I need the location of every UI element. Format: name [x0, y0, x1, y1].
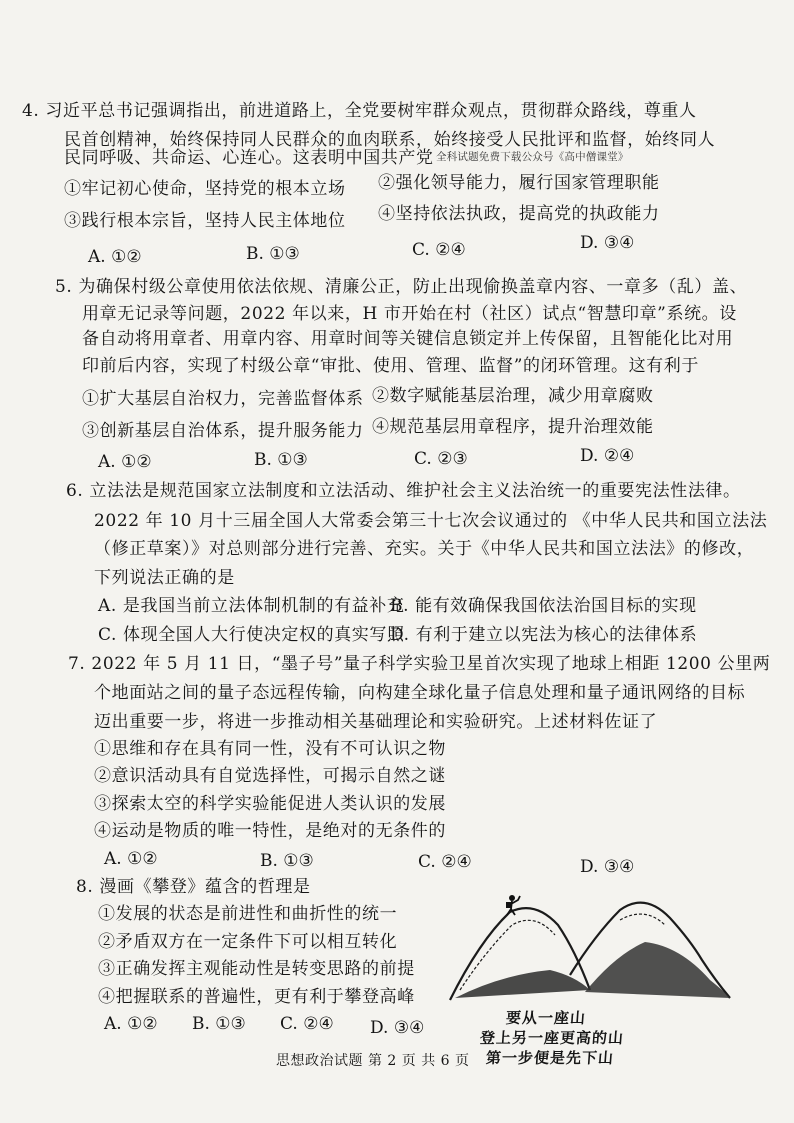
q6-stem-line4: 下列说法正确的是	[94, 568, 235, 588]
page-footer: 思想政治试题 第 2 页 共 6 页	[276, 1053, 470, 1069]
q8-statement-2: ②矛盾双方在一定条件下可以相互转化	[98, 932, 398, 952]
q4-stem-line2: 民首创精神，始终保持同人民群众的血肉联系，始终接受人民批评和监督，始终同人	[64, 130, 716, 150]
q4-statement-3: ③践行根本宗旨，坚持人民主体地位	[64, 211, 346, 231]
q5-option-a: A. ①②	[98, 452, 152, 472]
cartoon-caption-line3: 第一步便是先下山	[485, 1049, 615, 1067]
q4-option-c: C. ②④	[412, 240, 466, 260]
q4-option-b: B. ①③	[246, 244, 300, 264]
q6-option-d: D. 有利于建立以宪法为核心的法律体系	[390, 625, 698, 645]
q7-stem-line1: 7. 2022 年 5 月 11 日，“墨子号”量子科学实验卫星首次实现了地球上相距 1200 公里两	[68, 654, 771, 674]
q8-option-d: D. ③④	[370, 1018, 425, 1038]
q5-statement-2: ②数字赋能基层治理，减少用章腐败	[372, 386, 654, 406]
cartoon-caption-line2: 登上另一座更高的山	[479, 1029, 625, 1047]
q4-stem-line3: 民同呼吸、共命运、心连心。这表明中国共产党	[64, 148, 434, 168]
cartoon-caption-line1: 要从一座山	[505, 1009, 587, 1027]
q7-stem-line3: 迈出重要一步，将进一步推动相关基础理论和实验研究。上述材料佐证了	[94, 712, 658, 732]
watermark-text: 全科试题免费下载公众号《高中僧课堂》	[436, 151, 629, 163]
q5-stem-line4: 印前后内容，实现了村级公章“审批、使用、管理、监督”的闭环管理。这有利于	[82, 356, 699, 376]
q7-option-b: B. ①③	[260, 851, 314, 871]
q8-stem-line1: 8. 漫画《攀登》蕴含的哲理是	[76, 877, 311, 897]
q7-option-c: C. ②④	[418, 852, 472, 872]
q4-option-d: D. ③④	[580, 233, 635, 253]
q5-stem-line3: 备自动将用章者、用章内容、用章时间等关键信息锁定并上传保留，且智能化比对用	[82, 329, 734, 349]
q6-option-a: A. 是我国当前立法体制机制的有益补充	[98, 596, 405, 616]
q4-stem-line1: 4. 习近平总书记强调指出，前进道路上，全党要树牢群众观点，贯彻群众路线，尊重人	[22, 101, 697, 121]
q5-option-c: C. ②③	[414, 449, 468, 469]
q4-statement-2: ②强化领导能力，履行国家管理职能	[378, 173, 660, 193]
q4-statement-1: ①牢记初心使命，坚持党的根本立场	[64, 179, 346, 199]
q5-statement-3: ③创新基层自治体系，提升服务能力	[82, 421, 364, 441]
q4-option-a: A. ①②	[88, 247, 142, 267]
q7-statement-1: ①思维和存在具有同一性，没有不可认识之物	[94, 739, 446, 759]
q6-stem-line2: 2022 年 10 月十三届全国人大常委会第三十七次会议通过的 《中华人民共和国立法法	[94, 511, 768, 531]
q6-stem-line1: 6. 立法法是规范国家立法制度和立法活动、维护社会主义法治统一的重要宪法性法律。	[66, 481, 741, 501]
climber-figure	[506, 895, 520, 915]
q8-option-c: C. ②④	[280, 1014, 334, 1034]
q7-statement-4: ④运动是物质的唯一特性，是绝对的无条件的	[94, 821, 446, 841]
q5-option-b: B. ①③	[254, 450, 308, 470]
q5-statement-1: ①扩大基层自治权力，完善监督体系	[82, 389, 364, 409]
q7-statement-2: ②意识活动具有自觉选择性，可揭示自然之谜	[94, 766, 446, 786]
q5-stem-line1: 5. 为确保村级公章使用依法依规、清廉公正，防止出现偷换盖章内容、一章多（乱）盖、	[55, 277, 748, 297]
q5-option-d: D. ②④	[580, 446, 635, 466]
q7-statement-3: ③探索太空的科学实验能促进人类认识的发展	[94, 794, 446, 814]
q8-option-b: B. ①③	[192, 1014, 246, 1034]
climbing-cartoon-image	[440, 880, 740, 1050]
q8-option-a: A. ①②	[104, 1014, 158, 1034]
q7-stem-line2: 个地面站之间的量子态远程传输，向构建全球化量子信息处理和量子通讯网络的目标	[94, 683, 746, 703]
q8-statement-3: ③正确发挥主观能动性是转变思路的前提	[98, 959, 415, 979]
q4-statement-4: ④坚持依法执政，提高党的执政能力	[378, 204, 660, 224]
q6-option-b: B. 能有效确保我国依法治国目标的实现	[390, 596, 697, 616]
q5-stem-line2: 用章无记录等问题，2022 年以来，H 市开始在村（社区）试点“智慧印章”系统。设	[82, 304, 737, 324]
q7-option-a: A. ①②	[104, 849, 158, 869]
q6-stem-line3: （修正草案）》对总则部分进行完善、充实。关于《中华人民共和国立法法》的修改，	[94, 539, 755, 559]
q5-statement-4: ④规范基层用章程序，提升治理效能	[372, 417, 654, 437]
q8-statement-4: ④把握联系的普遍性，更有利于攀登高峰	[98, 987, 415, 1007]
q7-option-d: D. ③④	[580, 857, 635, 877]
q6-option-c: C. 体现全国人大行使决定权的真实写照	[98, 625, 405, 645]
q8-statement-1: ①发展的状态是前进性和曲折性的统一	[98, 904, 398, 924]
